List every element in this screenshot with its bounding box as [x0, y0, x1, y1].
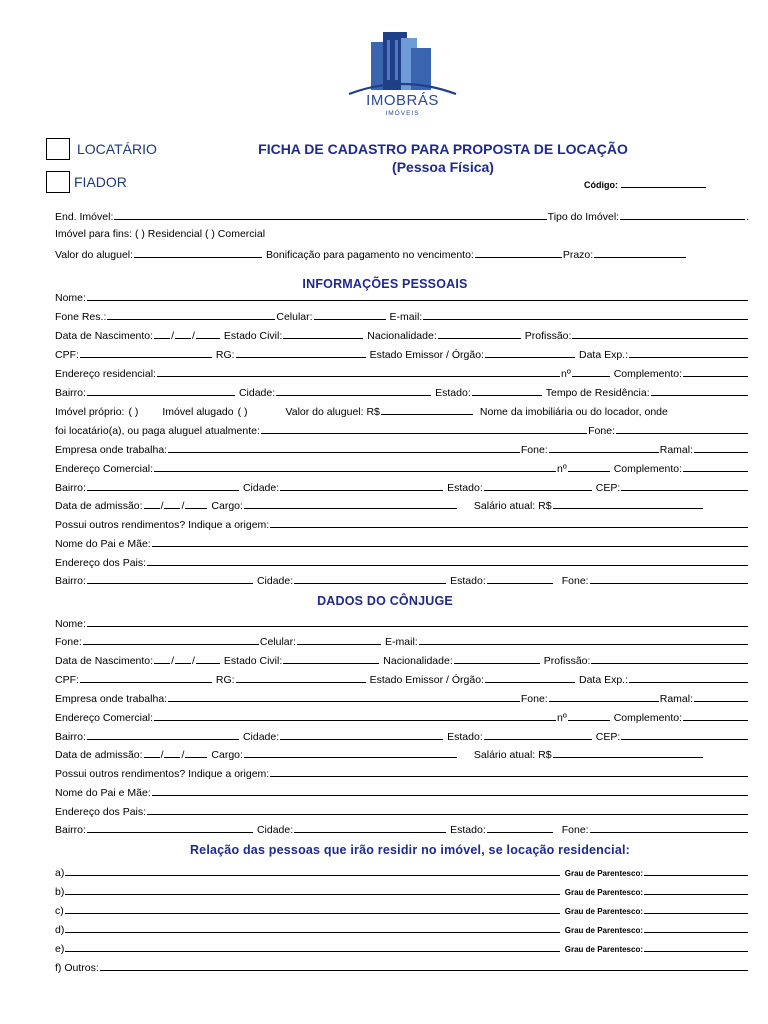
bairro-com-line [55, 480, 749, 495]
estado-civil-input[interactable] [283, 328, 363, 339]
conj-fone-line [55, 634, 749, 649]
relacao-a-input[interactable] [65, 865, 559, 876]
conj-admissao-mes[interactable] [164, 747, 180, 758]
field-label: Nome: [55, 618, 86, 630]
nome-line [55, 290, 749, 305]
pais-line [55, 536, 749, 551]
field-label: E-mail: [385, 636, 418, 648]
bairro-input[interactable] [87, 385, 235, 396]
field-label: Data de Nascimento: [55, 330, 154, 342]
cpf-input[interactable] [80, 347, 212, 358]
cep-input[interactable] [621, 480, 748, 491]
grau-b-input[interactable] [644, 884, 748, 895]
celular-input[interactable] [314, 309, 386, 320]
field-label: foi locatário(a), ou paga aluguel atualmente: [55, 425, 260, 437]
field-label: Fone: [520, 444, 548, 456]
fiador-label: FIADOR [74, 174, 127, 190]
numero-input[interactable] [572, 366, 610, 377]
field-label: / [181, 500, 185, 512]
page-title: FICHA DE CADASTRO PARA PROPOSTA DE LOCAÇÃO [258, 141, 628, 157]
field-label: Cargo: [211, 749, 243, 761]
field-label: RG: [215, 674, 235, 686]
field-label: Endereço Comercial: [55, 712, 154, 724]
profissao-input[interactable] [572, 328, 748, 339]
field-label: Nome do Pai e Mãe: [55, 538, 151, 550]
proprio-checkbox[interactable]: ( ) [128, 406, 139, 418]
conj-fone-input[interactable] [83, 634, 259, 645]
field-label: f) Outros: [55, 962, 99, 974]
field-label: Salário atual: R$ [473, 749, 552, 761]
imobiliaria-fone-input[interactable] [616, 423, 748, 434]
salario-input[interactable] [553, 498, 703, 509]
field-label: Fone: [561, 575, 589, 587]
conj-numero-com-input[interactable] [568, 710, 610, 721]
field-label: c) [55, 905, 64, 917]
conj-estado-pais-input[interactable] [487, 822, 553, 833]
complemento-com-input[interactable] [683, 461, 748, 472]
field-label: Nome da imobiliária ou do locador, onde [479, 406, 668, 418]
grau-c-input[interactable] [644, 903, 748, 914]
conj-emissor-input[interactable] [485, 672, 575, 683]
relacao-b-input[interactable] [65, 884, 559, 895]
conj-nasc-ano[interactable] [196, 653, 220, 664]
conj-cpf-line [55, 672, 749, 687]
endereco-com-input[interactable] [154, 461, 556, 472]
conj-bairro-pais-input[interactable] [87, 822, 253, 833]
conj-pais-input[interactable] [152, 785, 748, 796]
field-label: Estado Emissor / Órgão: [369, 674, 484, 686]
admissao-mes[interactable] [164, 498, 180, 509]
tempo-residencia-input[interactable] [651, 385, 748, 396]
tipo-imovel-input[interactable] [620, 209, 745, 220]
field-label: Data de Nascimento: [55, 655, 154, 667]
conj-cidade-pais-input[interactable] [294, 822, 446, 833]
section-conjuge-title: DADOS DO CÔNJUGE [317, 594, 453, 608]
conj-estado-com-input[interactable] [484, 729, 592, 740]
cidade-input[interactable] [276, 385, 431, 396]
relacao-c-input[interactable] [65, 903, 560, 914]
field-label: / [160, 749, 164, 761]
page-subtitle: (Pessoa Física) [392, 159, 494, 175]
field-label: Cidade: [256, 824, 294, 836]
rendimentos-line [55, 517, 749, 532]
field-label: . [746, 211, 749, 223]
fiador-checkbox[interactable] [46, 171, 70, 193]
field-label: RG: [215, 349, 235, 361]
field-label: Complemento: [613, 712, 682, 724]
grau-d-input[interactable] [644, 922, 748, 933]
imobiliaria-input[interactable] [261, 423, 587, 434]
field-label: Fone: [55, 636, 82, 648]
field-label: Endereço dos Pais: [55, 806, 147, 818]
complemento-input[interactable] [683, 366, 748, 377]
rendimentos-input[interactable] [270, 517, 748, 528]
conj-estado-civil-input[interactable] [283, 653, 379, 664]
field-label: Estado: [447, 482, 483, 494]
cargo-input[interactable] [244, 498, 457, 509]
field-label: / [171, 330, 174, 342]
grau-a-input[interactable] [644, 865, 748, 876]
conj-empresa-input[interactable] [168, 691, 520, 702]
section-relacao-title: Relação das pessoas que irão residir no imóvel, se locação residencial: [189, 843, 631, 857]
conj-nasc-mes[interactable] [175, 653, 191, 664]
relacao-item-e [55, 941, 749, 956]
field-label: Bairro: [55, 387, 86, 399]
empresa-line [55, 442, 749, 457]
field-label: d) [55, 924, 65, 936]
conj-bairro-pais-line [55, 822, 749, 837]
field-label: Bairro: [55, 731, 86, 743]
prazo-input[interactable] [594, 247, 686, 258]
bonificacao-input[interactable] [475, 247, 562, 258]
conj-ramal-input[interactable] [694, 691, 748, 702]
field-label: Prazo: [562, 249, 594, 261]
fone-res-input[interactable] [107, 309, 275, 320]
field-label: Empresa onde trabalha: [55, 444, 168, 456]
section-pessoais-title: INFORMAÇÕES PESSOAIS [302, 277, 468, 291]
imovel-proprio-line [55, 404, 749, 419]
field-label: Bairro: [55, 575, 86, 587]
conj-cargo-input[interactable] [244, 747, 457, 758]
cidade-pais-input[interactable] [294, 573, 446, 584]
field-label: Estado Civil: [223, 655, 283, 667]
field-label: Estado: [450, 824, 486, 836]
field-label: Fone: [520, 693, 548, 705]
field-label: Celular: [259, 636, 297, 648]
valor-line [55, 247, 749, 262]
codigo-field[interactable]: Código: [584, 179, 706, 190]
field-label: Data de admissão: [55, 500, 143, 512]
conj-email-input[interactable] [419, 634, 748, 645]
field-label: Tempo de Residência: [545, 387, 650, 399]
nome-input[interactable] [87, 290, 748, 301]
conj-celular-input[interactable] [297, 634, 381, 645]
field-label: Data de admissão: [55, 749, 143, 761]
pais-input[interactable] [152, 536, 748, 547]
nascimento-line [55, 328, 749, 343]
field-label: Nacionalidade: [383, 655, 453, 667]
field-label: Imóvel próprio: [55, 406, 125, 418]
field-label: Nome do Pai e Mãe: [55, 787, 151, 799]
field-label: Grau de Parentesco: [564, 869, 643, 878]
locatario-checkbox[interactable] [46, 138, 70, 160]
field-label: Data Exp.: [578, 674, 629, 686]
field-label: Grau de Parentesco: [564, 907, 643, 916]
field-label: a) [55, 867, 65, 879]
field-label: / [160, 500, 164, 512]
admissao-line [55, 498, 749, 513]
conj-rendimentos-line [55, 766, 749, 781]
field-label: Cargo: [211, 500, 243, 512]
rg-input[interactable] [236, 347, 366, 358]
field-label: Grau de Parentesco: [564, 926, 643, 935]
fins-options[interactable]: Imóvel para fins: ( ) Residencial ( ) Comercial [55, 228, 266, 240]
field-label: Estado Emissor / Órgão: [369, 349, 484, 361]
endereco-res-input[interactable] [157, 366, 560, 377]
locatario-anterior-line [55, 423, 749, 438]
field-label: Valor do aluguel: R$ [285, 406, 380, 418]
fone-line [55, 309, 749, 324]
field-label: Complemento: [613, 463, 682, 475]
conj-cidade-com-input[interactable] [280, 729, 443, 740]
admissao-ano[interactable] [185, 498, 207, 509]
field-label: Estado: [450, 575, 486, 587]
field-label: Nacionalidade: [367, 330, 437, 342]
locatario-label: LOCATÁRIO [77, 141, 157, 157]
field-label: Profissão: [543, 655, 591, 667]
conj-salario-input[interactable] [553, 747, 703, 758]
conj-nacionalidade-input[interactable] [454, 653, 540, 664]
field-label: Bairro: [55, 482, 86, 494]
field-label: Cidade: [256, 575, 294, 587]
conj-profissao-input[interactable] [591, 653, 748, 664]
data-exp-input[interactable] [629, 347, 748, 358]
field-label: Fone: [561, 824, 589, 836]
field-label: Endereço residencial: [55, 368, 156, 380]
field-label: Cidade: [242, 482, 280, 494]
field-label: Endereço Comercial: [55, 463, 154, 475]
relacao-e-input[interactable] [65, 941, 559, 952]
field-label: CPF: [55, 349, 79, 361]
field-label: Ramal: [659, 444, 693, 456]
field-label: End. Imóvel: [55, 211, 114, 223]
conj-admissao-dia[interactable] [144, 747, 160, 758]
nasc-mes[interactable] [175, 328, 191, 339]
valor-aluguel-atual-input[interactable] [381, 404, 473, 415]
outros-input[interactable] [100, 960, 748, 971]
field-label: Celular: [276, 311, 313, 323]
field-label: / [191, 330, 195, 342]
fins-line [55, 228, 749, 243]
field-label: Estado: [435, 387, 471, 399]
relacao-item-c [55, 903, 749, 918]
field-label: Endereço dos Pais: [55, 557, 147, 569]
field-label: e) [55, 943, 65, 955]
admissao-dia[interactable] [144, 498, 160, 509]
cpf-line [55, 347, 749, 362]
field-label: Tipo do Imóvel: [547, 211, 620, 223]
relacao-item-a [55, 865, 749, 880]
empresa-fone-input[interactable] [549, 442, 659, 453]
codigo-input[interactable] [621, 179, 706, 188]
field-label: Cidade: [238, 387, 276, 399]
estado-com-input[interactable] [484, 480, 592, 491]
conj-cpf-input[interactable] [80, 672, 212, 683]
fone-pais-input[interactable] [590, 573, 748, 584]
field-label: CPF: [55, 674, 79, 686]
field-label: / [191, 655, 195, 667]
estado-pais-input[interactable] [487, 573, 553, 584]
field-label: Complemento: [613, 368, 682, 380]
conj-rg-input[interactable] [236, 672, 366, 683]
field-label: E-mail: [389, 311, 423, 323]
conj-nascimento-line [55, 653, 749, 668]
field-label: Possui outros rendimentos? Indique a origem: [55, 768, 270, 780]
field-label: b) [55, 886, 65, 898]
field-label: Valor do aluguel: [55, 249, 134, 261]
bairro-line [55, 385, 749, 400]
relacao-d-input[interactable] [65, 922, 559, 933]
conj-admissao-ano[interactable] [185, 747, 207, 758]
logo-subtitle: IMÓVEIS [385, 110, 420, 117]
field-label: Possui outros rendimentos? Indique a origem: [55, 519, 270, 531]
conj-complemento-com-input[interactable] [683, 710, 748, 721]
alugado-checkbox[interactable]: ( ) [237, 406, 248, 418]
field-label: / [181, 749, 185, 761]
cidade-com-input[interactable] [280, 480, 443, 491]
end-imovel-input[interactable] [114, 209, 546, 220]
field-label: Fone Res.: [55, 311, 107, 323]
bairro-pais-line [55, 573, 749, 588]
conj-nome-input[interactable] [87, 616, 748, 627]
field-label: Estado Civil: [223, 330, 283, 342]
field-label: nº [557, 712, 567, 724]
field-label: Ramal: [659, 693, 693, 705]
conj-bairro-com-line [55, 729, 749, 744]
relacao-item-b [55, 884, 749, 899]
bairro-com-input[interactable] [87, 480, 239, 491]
field-label: Estado: [447, 731, 483, 743]
field-label: Bonificação para pagamento no vencimento: [266, 249, 474, 261]
endereco-pais-line [55, 555, 749, 570]
field-label: Fone: [588, 425, 615, 437]
field-label: Nome: [55, 292, 86, 304]
field-label: Profissão: [524, 330, 572, 342]
conj-admissao-line [55, 747, 749, 762]
nacionalidade-input[interactable] [438, 328, 521, 339]
field-label: CEP: [595, 731, 621, 743]
imovel-line [55, 209, 749, 224]
field-label: Grau de Parentesco: [564, 945, 643, 954]
conj-empresa-fone-input[interactable] [549, 691, 659, 702]
field-label: nº [561, 368, 571, 380]
nasc-dia[interactable] [154, 328, 170, 339]
conj-endereco-pais-line [55, 804, 749, 819]
email-input[interactable] [423, 309, 748, 320]
relacao-outros [55, 960, 749, 975]
endereco-com-line [55, 461, 749, 476]
conj-endereco-com-input[interactable] [154, 710, 556, 721]
valor-aluguel-input[interactable] [134, 247, 262, 258]
numero-com-input[interactable] [568, 461, 610, 472]
field-label: Imóvel alugado [162, 406, 234, 418]
field-label: Data Exp.: [578, 349, 629, 361]
field-label: CEP: [595, 482, 621, 494]
grau-e-input[interactable] [644, 941, 748, 952]
conj-nasc-dia[interactable] [154, 653, 170, 664]
field-label: Grau de Parentesco: [564, 888, 643, 897]
bairro-pais-input[interactable] [87, 573, 253, 584]
field-label: Bairro: [55, 824, 86, 836]
logo-name: IMOBRÁS [366, 92, 439, 109]
endereco-pais-input[interactable] [147, 555, 748, 566]
conj-cep-input[interactable] [621, 729, 748, 740]
endereco-res-line [55, 366, 749, 381]
field-label: Salário atual: R$ [473, 500, 552, 512]
relacao-item-d [55, 922, 749, 937]
nasc-ano[interactable] [196, 328, 220, 339]
conj-rendimentos-input[interactable] [270, 766, 748, 777]
estado-input[interactable] [472, 385, 542, 396]
conj-nome-line [55, 616, 749, 631]
conj-endereco-pais-input[interactable] [147, 804, 748, 815]
field-label: nº [557, 463, 567, 475]
conj-endereco-com-line [55, 710, 749, 725]
conj-empresa-line [55, 691, 749, 706]
conj-bairro-com-input[interactable] [87, 729, 239, 740]
ramal-input[interactable] [694, 442, 748, 453]
emissor-input[interactable] [485, 347, 575, 358]
field-label: / [171, 655, 174, 667]
company-logo [345, 28, 460, 128]
field-label: Empresa onde trabalha: [55, 693, 168, 705]
field-label: Cidade: [242, 731, 280, 743]
conj-data-exp-input[interactable] [629, 672, 748, 683]
conj-pais-line [55, 785, 749, 800]
empresa-input[interactable] [168, 442, 520, 453]
conj-fone-pais-input[interactable] [590, 822, 748, 833]
